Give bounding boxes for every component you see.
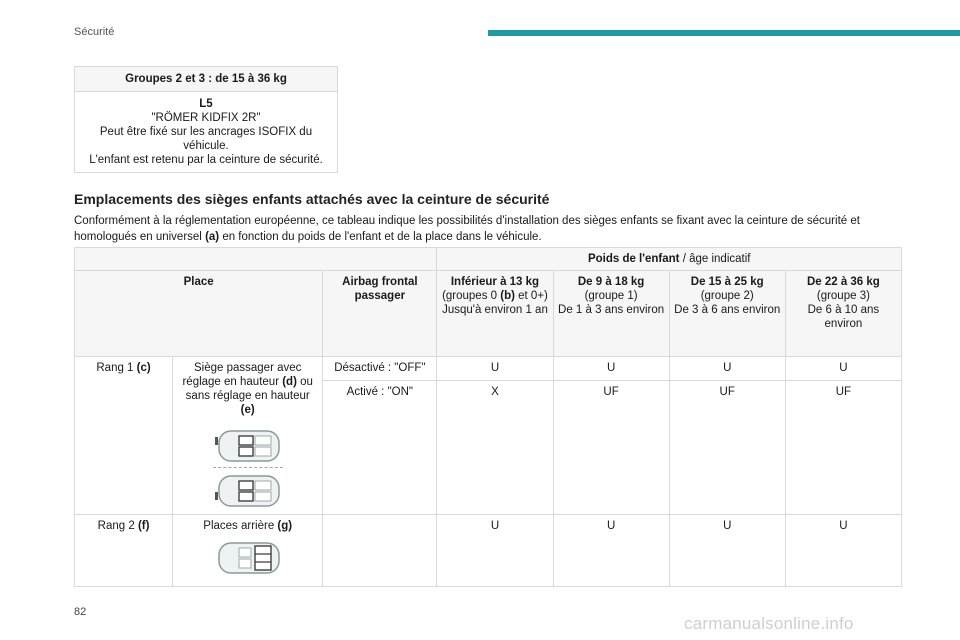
airbag-header: Airbag frontal passager bbox=[323, 271, 437, 357]
section-title: Emplacements des sièges enfants attachés avec la ceinture de sécurité bbox=[74, 191, 550, 207]
place-header: Place bbox=[75, 271, 323, 357]
seat-belt-note: L'enfant est retenu par la ceinture de sécurité. bbox=[89, 154, 323, 166]
divider-dashed bbox=[213, 467, 283, 468]
car-front-seat-height-icon bbox=[213, 427, 283, 465]
seat-isofix-note: Peut être fixé sur les ancrages ISOFIX du véhicule. bbox=[99, 126, 313, 152]
rear-value-2: U bbox=[669, 515, 785, 587]
header-accent-bar bbox=[488, 30, 960, 36]
group-table bbox=[74, 66, 338, 173]
section-header: Sécurité bbox=[74, 26, 115, 38]
group-table-header: Groupes 2 et 3 : de 15 à 36 kg bbox=[75, 67, 338, 92]
airbag-off-label: Désactivé : "OFF" bbox=[323, 357, 437, 381]
off-value-0: U bbox=[437, 357, 553, 381]
airbag-on-label: Activé : "ON" bbox=[323, 381, 437, 515]
page-number: 82 bbox=[74, 606, 87, 618]
seat-code: L5 bbox=[199, 98, 213, 110]
watermark: carmanualsonline.info bbox=[684, 614, 854, 633]
section-intro: Conformément à la réglementation européenne, ce tableau indique les possibilités d'installation des sièges enfants se fixant avec la ceinture de sécurité et homologués en universel (a) en fonction du poids de l'enfant et de la place dans le véhicule. bbox=[74, 215, 860, 243]
car-front-seat-no-height-icon bbox=[213, 472, 283, 510]
on-value-1: UF bbox=[553, 381, 669, 515]
off-value-2: U bbox=[669, 357, 785, 381]
on-value-2: UF bbox=[669, 381, 785, 515]
row2-label: Rang 2 (f) bbox=[75, 515, 173, 587]
col-group2-header: De 15 à 25 kg (groupe 2) De 3 à 6 ans environ bbox=[669, 271, 785, 357]
row2-airbag-empty bbox=[323, 515, 437, 587]
on-value-3: UF bbox=[785, 381, 901, 515]
rear-value-3: U bbox=[785, 515, 901, 587]
rear-value-1: U bbox=[553, 515, 669, 587]
rear-value-0: U bbox=[437, 515, 553, 587]
row2-seat: Places arrière (g) bbox=[173, 515, 323, 587]
off-value-1: U bbox=[553, 357, 669, 381]
row1-seat: Siège passager avec réglage en hauteur (d) ou sans réglage en hauteur (e) bbox=[173, 357, 323, 515]
off-value-3: U bbox=[785, 357, 901, 381]
weight-header: Poids de l'enfant / âge indicatif bbox=[437, 248, 902, 271]
col-group0-header: Inférieur à 13 kg (groupes 0 (b) et 0+) Jusqu'à environ 1 an bbox=[437, 271, 553, 357]
seat-model: "RÖMER KIDFIX 2R" bbox=[151, 112, 261, 124]
col-group3-header: De 22 à 36 kg (groupe 3) De 6 à 10 ans environ bbox=[785, 271, 901, 357]
car-rear-seats-icon bbox=[213, 539, 283, 577]
installation-table bbox=[74, 247, 902, 587]
on-value-0: X bbox=[437, 381, 553, 515]
row1-label: Rang 1 (c) bbox=[75, 357, 173, 515]
col-group1-header: De 9 à 18 kg (groupe 1) De 1 à 3 ans environ bbox=[553, 271, 669, 357]
group-table-body bbox=[75, 92, 338, 173]
blank-header-cell bbox=[75, 248, 437, 271]
